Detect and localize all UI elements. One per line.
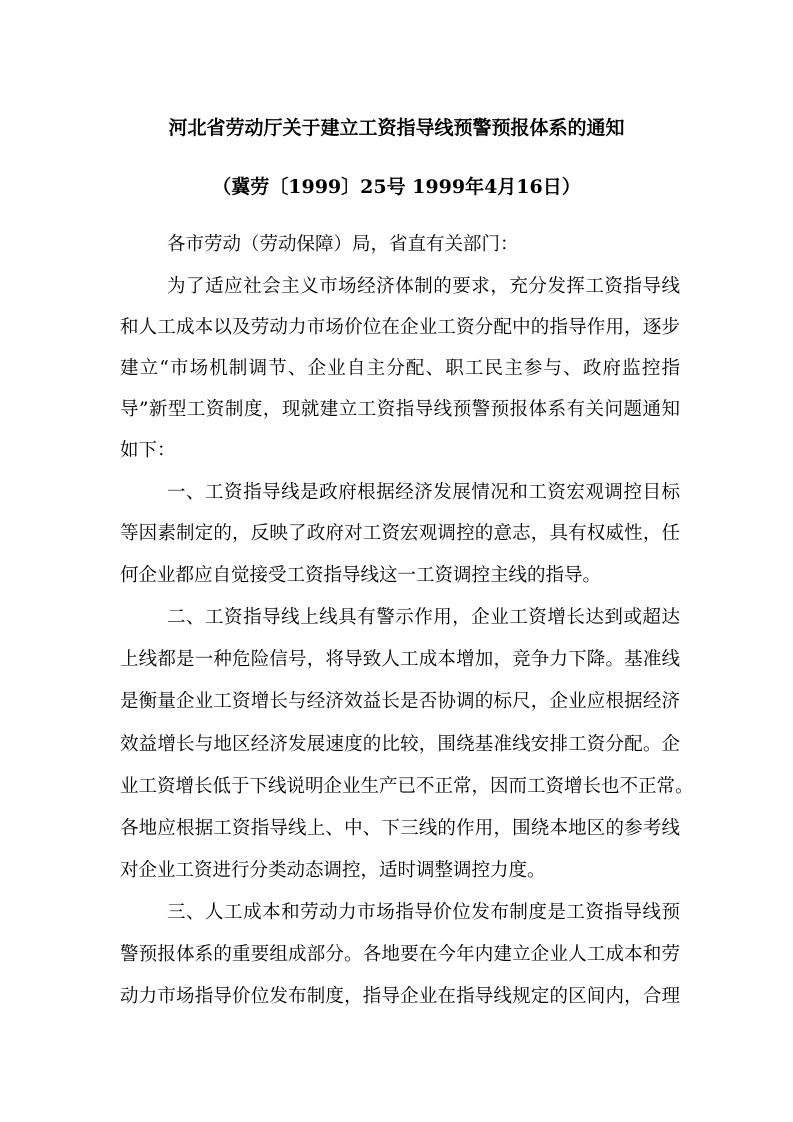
body-line: 三、人工成本和劳动力市场指导价位发布制度是工资指导线预 xyxy=(167,902,680,923)
document-title: 河北省劳动厅关于建立工资指导线预警预报体系的通知 xyxy=(168,117,625,139)
body-line: 警预报体系的重要组成部分。各地要在今年内建立企业人工成本和劳 xyxy=(120,944,680,965)
body-line: 为了适应社会主义市场经济体制的要求，充分发挥工资指导线 xyxy=(167,276,680,297)
body-line: 是衡量企业工资增长与经济效益长是否协调的标尺，企业应根据经济 xyxy=(120,691,680,712)
body-line: 对企业工资进行分类动态调控，适时调整调控力度。 xyxy=(120,860,546,881)
body-line: 一、工资指导线是政府根据经济发展情况和工资宏观调控目标 xyxy=(167,482,680,503)
body-line: 各地应根据工资指导线上、中、下三线的作用，围绕本地区的参考线 xyxy=(120,818,680,839)
body-line: 效益增长与地区经济发展速度的比较，围绕基准线安排工资分配。企 xyxy=(120,734,680,755)
body-line: 等因素制定的，反映了政府对工资宏观调控的意志，具有权威性，任 xyxy=(120,523,680,544)
body-line: 如下： xyxy=(120,440,176,461)
body-line: 何企业都应自觉接受工资指导线这一工资调控主线的指导。 xyxy=(120,565,602,586)
body-line: 动力市场指导价位发布制度，指导企业在指导线规定的区间内，合理 xyxy=(120,986,680,1007)
body-line: 和人工成本以及劳动力市场价位在企业工资分配中的指导作用，逐步 xyxy=(120,317,680,338)
body-line: 导”新型工资制度，现就建立工资指导线预警预报体系有关问题通知 xyxy=(120,399,680,420)
body-line: 建立“市场机制调节、企业自主分配、职工民主参与、政府监控指 xyxy=(120,358,680,379)
body-line: 上线都是一种危险信号，将导致人工成本增加，竞争力下降。基准线 xyxy=(120,649,680,670)
body-line: 业工资增长低于下线说明企业生产已不正常，因而工资增长也不正常。 xyxy=(120,776,694,797)
body-line: 二、工资指导线上线具有警示作用，企业工资增长达到或超达 xyxy=(167,607,680,628)
document-subtitle: （冀劳〔1999〕25号 1999年4月16日） xyxy=(212,176,581,198)
salutation-line: 各市劳动（劳动保障）局，省直有关部门： xyxy=(167,234,519,255)
